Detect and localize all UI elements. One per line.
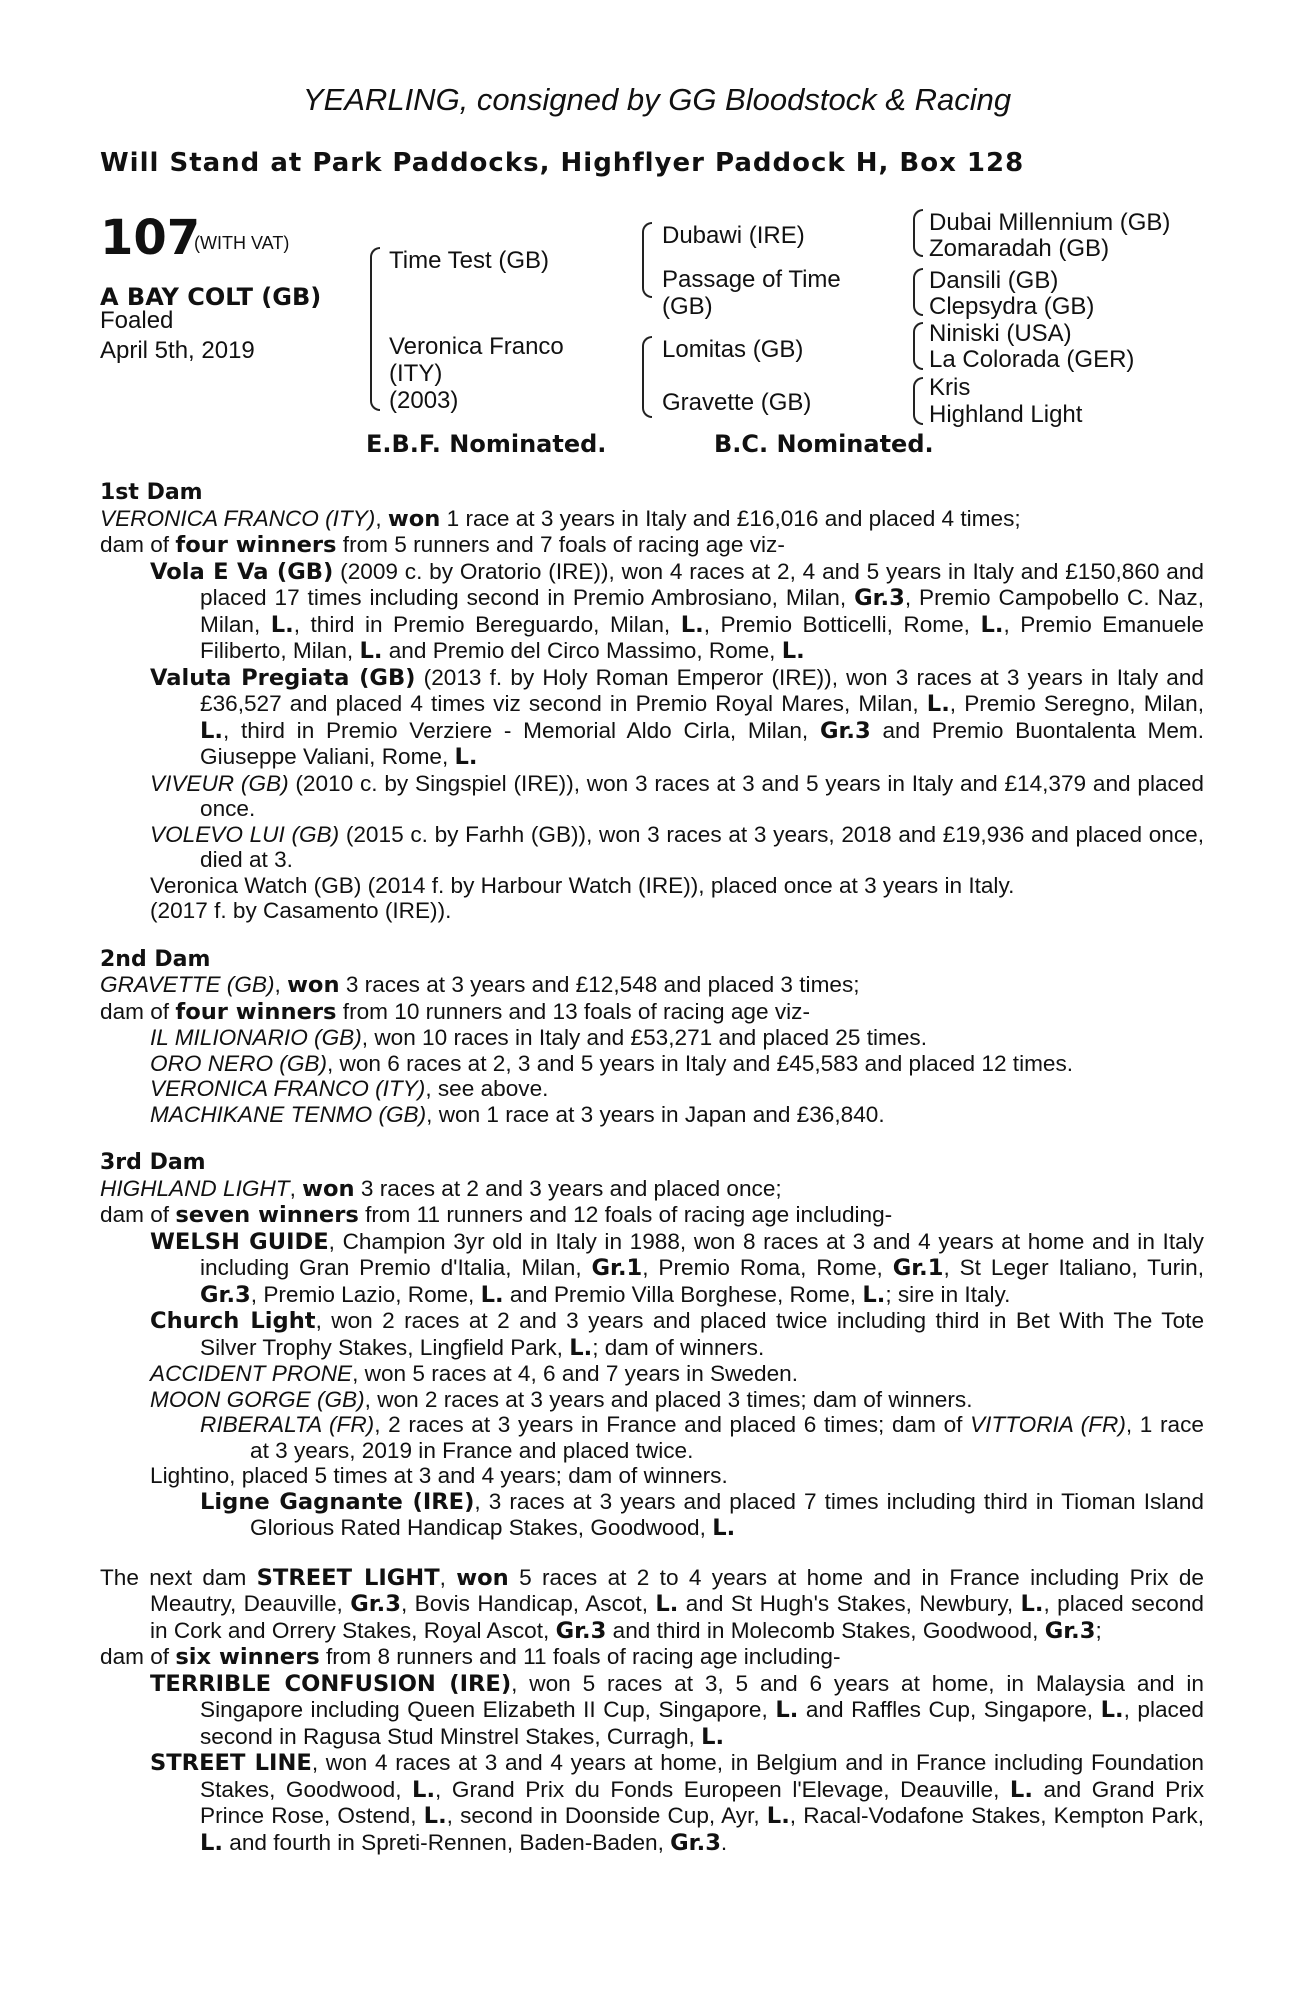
text-run: RIBERALTA (FR) [200, 1412, 375, 1437]
text-run: Church Light [150, 1308, 316, 1334]
pedigree-dam-line2: (ITY) [389, 360, 443, 387]
text-run: , [274, 972, 288, 997]
pedigree-paragraph [100, 1565, 1204, 1645]
section-heading: 3rd Dam [100, 1150, 206, 1175]
text-run: STREET LINE [150, 1750, 312, 1776]
text-run: , [289, 1175, 303, 1201]
text-run: , [439, 1564, 457, 1590]
text-run: ; [1095, 1617, 1102, 1643]
pedigree-paragraph [100, 1489, 1204, 1542]
pedigree-ssd: Zomaradah (GB) [929, 235, 1110, 262]
pedigree-notes [100, 480, 1204, 1856]
text-run: , 1 race at 3 years, 2019 in France and placed twice. [250, 1412, 1204, 1463]
text-run: , third in Premio Verziere - Memorial Aldo Cirla, Milan, [222, 717, 820, 743]
text-run: Vola E Va (GB) [150, 558, 334, 585]
bc-nomination: B.C. Nominated. [714, 430, 934, 458]
text-run: ; dam of winners. [592, 1334, 765, 1360]
text-run: and fourth in Spreti-Rennen, Baden-Baden, [222, 1829, 671, 1855]
text-run: , Grand Prix du Fonds Europeen l'Elevage, Deauville, [435, 1776, 1010, 1802]
text-run: L. [781, 638, 805, 664]
text-run: from 5 runners and 7 foals of racing age viz- [336, 532, 785, 557]
text-run: , Premio Seregno, Milan, [949, 691, 1204, 716]
text-run: L. [1020, 1591, 1044, 1617]
text-run: Gr.3 [854, 585, 905, 611]
text-run: VOLEVO LUI (GB) [150, 821, 340, 847]
text-run: Gr.3 [555, 1617, 607, 1644]
text-run: , won 5 races at 3, 5 and 6 years at home, in Malaysia and in Singapore including Queen Elizabeth II Cup, Singapore, [200, 1670, 1204, 1722]
pedigree-dss: Niniski (USA) [929, 320, 1072, 347]
text-run: STREET LIGHT [256, 1564, 440, 1591]
text-run: Gr.3 [200, 1281, 251, 1308]
pedigree-paragraph [100, 1361, 1204, 1387]
pedigree-dds: Kris [929, 374, 971, 401]
section-heading: 2nd Dam [100, 946, 211, 972]
text-run: , won 6 races at 2, 3 and 5 years in Italy and £45,583 and placed 12 times. [327, 1050, 1074, 1076]
text-run: HIGHLAND LIGHT [100, 1175, 290, 1201]
text-run: L. [1100, 1697, 1124, 1723]
text-run: L. [701, 1723, 725, 1750]
text-run: and Grand Prix Prince Rose, Ostend, [200, 1776, 1205, 1828]
pedigree-dam-line3: (2003) [389, 387, 459, 414]
text-run: , 2 races at 3 years in France and placed 6 times; dam of [374, 1412, 971, 1437]
pedigree-sire-dam [662, 266, 841, 320]
dam-section [100, 480, 1204, 924]
text-run: L. [655, 1591, 679, 1617]
text-run: (2009 c. by Oratorio (IRE)), won 4 races at 2, 4 and 5 years in Italy and £150,860 and placed 17 times including second in Premio Ambrosiano, Milan, [200, 558, 1204, 610]
brace-g1 [913, 209, 923, 257]
pedigree-sire: Time Test (GB) [389, 247, 550, 274]
text-run: , won 2 races at 2 and 3 years and placed twice including third in Bet With The Tote Silver Trophy Stakes, Lingfield Park, [200, 1308, 1205, 1360]
pedigree-paragraph [100, 559, 1204, 665]
pedigree-paragraph [100, 506, 1204, 533]
text-run: dam of [100, 1644, 176, 1669]
pedigree-paragraph [100, 972, 1204, 999]
text-run: WELSH GUIDE [150, 1228, 329, 1255]
text-run: won [456, 1564, 509, 1591]
text-run: (2017 f. by Casamento (IRE)). [150, 898, 452, 923]
text-run: L. [454, 744, 478, 770]
pedigree-dam [389, 333, 564, 414]
pedigree-paragraph [100, 532, 1204, 559]
pedigree-paragraph [100, 822, 1204, 873]
stand-location: Will Stand at Park Paddocks, Highflyer Paddock H, Box 128 [100, 148, 1025, 178]
text-run: VERONICA FRANCO (ITY) [150, 1076, 426, 1101]
text-run: GRAVETTE (GB) [100, 972, 275, 997]
text-run: The next dam [100, 1564, 257, 1590]
text-run: Gr.3 [670, 1829, 721, 1856]
pedigree-paragraph [100, 1176, 1204, 1203]
text-run: L. [200, 717, 223, 744]
text-run: L. [1009, 1776, 1033, 1803]
pedigree-sdd: Clepsydra (GB) [929, 293, 1095, 320]
brace-sire-dam [370, 247, 380, 411]
text-run: TERRIBLE CONFUSION (IRE) [150, 1670, 512, 1697]
text-run: , second in Doonside Cup, Ayr, [446, 1803, 767, 1828]
pedigree-paragraph [100, 1387, 1204, 1413]
pedigree-paragraph [100, 1051, 1204, 1077]
text-run: , Bovis Handicap, Ascot, [401, 1591, 656, 1616]
pedigree-paragraph [100, 665, 1204, 771]
text-run: , St Leger Italiano, Turin, [943, 1255, 1204, 1280]
text-run: Gr.3 [350, 1591, 401, 1617]
text-run: , Premio Emanuele Filiberto, Milan, [200, 611, 1205, 663]
pedigree-paragraph [100, 999, 1204, 1026]
text-run: , won 2 races at 3 years and placed 3 times; dam of winners. [364, 1386, 973, 1412]
text-run: Ligne Gagnante (IRE) [200, 1488, 475, 1515]
text-run: . [720, 1829, 728, 1855]
pedigree-paragraph [100, 1025, 1204, 1051]
text-run: four winners [175, 998, 337, 1025]
text-run: (2015 c. by Farhh (GB)), won 3 races at 3 years, 2018 and £19,936 and placed once, died at 3. [200, 821, 1204, 872]
brace-g4 [913, 377, 923, 425]
foaled-info [100, 306, 255, 366]
text-run: , placed second in Cork and Orrery Stakes, Royal Ascot, [150, 1591, 1204, 1643]
text-run: (2013 f. by Holy Roman Emperor (IRE)), won 3 races at 3 years in Italy and £36,527 and placed 4 times viz second in Premio Royal Mares, Milan, [200, 664, 1204, 716]
pedigree-paragraph [100, 1229, 1204, 1309]
text-run: L. [980, 611, 1004, 638]
foaled-date: April 5th, 2019 [100, 337, 255, 364]
text-run: , won 4 races at 3 and 4 years at home, in Belgium and in France including Foundation Stakes, Goodwood, [200, 1750, 1204, 1802]
text-run: , placed second in Ragusa Stud Minstrel Stakes, Curragh, [200, 1697, 1204, 1749]
text-run: Gr.1 [591, 1255, 643, 1281]
text-run: dam of [100, 532, 176, 557]
pedigree-dam-sire: Lomitas (GB) [662, 336, 804, 363]
pedigree-sire-dam-line1: Passage of Time [662, 266, 841, 293]
text-run: Valuta Pregiata (GB) [150, 664, 416, 691]
text-run: MOON GORGE (GB) [150, 1386, 365, 1412]
pedigree-paragraph [100, 1202, 1204, 1229]
brace-g2 [913, 268, 923, 316]
text-run: 1 race at 3 years in Italy and £16,016 and placed 4 times; [440, 505, 1021, 531]
text-run: , third in Premio Bereguardo, Milan, [293, 611, 681, 637]
text-run: Veronica Watch (GB) (2014 f. by Harbour Watch (IRE)), placed once at 3 years in Italy. [150, 872, 1015, 898]
pedigree-paragraph [100, 1412, 1204, 1463]
text-run: four winners [175, 532, 337, 558]
text-run: Gr.3 [1044, 1617, 1096, 1644]
text-run: L. [412, 1776, 436, 1803]
pedigree-sire-sire: Dubawi (IRE) [662, 222, 805, 249]
pedigree-paragraph [100, 873, 1204, 899]
text-run: , Premio Roma, Rome, [642, 1255, 893, 1280]
text-run: VITTORIA (FR) [970, 1412, 1126, 1437]
pedigree-dam-line1: Veronica Franco [389, 333, 564, 360]
text-run: VERONICA FRANCO (ITY) [100, 505, 376, 531]
text-run: Lightino, placed 5 times at 3 and 4 years; dam of winners. [150, 1463, 728, 1488]
text-run: 3 races at 3 years and £12,548 and placed 3 times; [339, 972, 860, 997]
pedigree-paragraph [100, 771, 1204, 822]
text-run: L. [926, 691, 950, 717]
text-run: L. [712, 1515, 736, 1541]
text-run: (2010 c. by Singspiel (IRE)), won 3 races at 3 and 5 years in Italy and £14,379 and placed once. [200, 770, 1204, 821]
text-run: , Premio Lazio, Rome, [250, 1281, 481, 1307]
text-run: from 11 runners and 12 foals of racing age including- [358, 1202, 893, 1227]
text-run: Gr.3 [819, 717, 871, 744]
text-run: , Racal-Vodafone Stakes, Kempton Park, [789, 1803, 1204, 1828]
text-run: , won 1 race at 3 years in Japan and £36,840. [426, 1101, 885, 1127]
text-run: L. [569, 1334, 593, 1361]
text-run: won [287, 972, 340, 998]
text-run: MACHIKANE TENMO (GB) [150, 1101, 427, 1127]
catalogue-title: YEARLING, consigned by GG Bloodstock & Racing [302, 82, 1012, 117]
pedigree-paragraph [100, 1102, 1204, 1128]
horse-description: A BAY COLT (GB) [100, 283, 322, 311]
brace-dam-line [642, 336, 652, 418]
text-run: L. [775, 1697, 799, 1723]
text-run: won [387, 505, 441, 532]
text-run: , [375, 505, 388, 531]
pedigree-paragraph [100, 898, 1204, 924]
text-run: , 3 races at 3 years and placed 7 times including third in Tioman Island Glorious Rated Handicap Stakes, Goodwood, [250, 1488, 1204, 1540]
pedigree-paragraph [100, 1308, 1204, 1361]
text-run: and St Hugh's Stakes, Newbury, [678, 1591, 1021, 1616]
text-run: from 10 runners and 13 foals of racing age viz- [336, 998, 810, 1024]
text-run: , see above. [425, 1076, 549, 1101]
pedigree-paragraph [100, 1463, 1204, 1489]
text-run: and Premio del Circo Massimo, Rome, [382, 638, 782, 663]
text-run: L. [270, 611, 294, 638]
text-run: Gr.1 [892, 1255, 944, 1281]
text-run: VIVEUR (GB) [150, 770, 289, 796]
text-run: , Champion 3yr old in Italy in 1988, won 8 races at 3 and 4 years at home and in Italy including Gran Premio d'Italia, Milan, [200, 1228, 1204, 1280]
text-run: and third in Molecomb Stakes, Goodwood, [606, 1617, 1045, 1643]
pedigree-sss: Dubai Millennium (GB) [929, 209, 1171, 236]
pedigree-paragraph [100, 1671, 1204, 1751]
text-run: 5 races at 2 to 4 years at home and in France including Prix de Meautry, Deauville, [150, 1564, 1204, 1616]
pedigree-sds: Dansili (GB) [929, 267, 1059, 294]
pedigree-dsd: La Colorada (GER) [929, 346, 1135, 373]
text-run: and Premio Villa Borghese, Rome, [503, 1281, 863, 1307]
text-run: ACCIDENT PRONE [150, 1361, 353, 1386]
pedigree-ddd: Highland Light [929, 401, 1083, 428]
text-run: L. [766, 1803, 790, 1829]
pedigree-paragraph [100, 1644, 1204, 1671]
foaled-label: Foaled [100, 307, 174, 334]
vat-note: (WITH VAT) [194, 233, 290, 253]
text-run: L. [480, 1281, 504, 1308]
dam-section [100, 947, 1204, 1128]
text-run: , won 5 races at 4, 6 and 7 years in Sweden. [352, 1361, 798, 1386]
text-run: L. [680, 611, 704, 638]
text-run: L. [200, 1829, 223, 1856]
text-run: , Premio Botticelli, Rome, [703, 611, 981, 637]
dam-section [100, 1565, 1204, 1857]
dam-section [100, 1150, 1204, 1542]
text-run: L. [423, 1803, 447, 1829]
text-run: , Premio Campobello C. Naz, Milan, [200, 585, 1205, 637]
text-run: six winners [175, 1644, 320, 1670]
pedigree-dam-dam: Gravette (GB) [662, 389, 812, 416]
text-run: L. [359, 638, 383, 664]
text-run: and Premio Buontalenta Mem. Giuseppe Valiani, Rome, [200, 717, 1204, 769]
text-run: dam of [100, 998, 176, 1024]
brace-g3 [913, 322, 923, 370]
text-run: , won 10 races in Italy and £53,271 and placed 25 times. [361, 1025, 927, 1050]
text-run: IL MILIONARIO (GB) [150, 1025, 362, 1050]
ebf-nomination: E.B.F. Nominated. [366, 430, 607, 458]
text-run: L. [862, 1281, 886, 1308]
pedigree-paragraph [100, 1076, 1204, 1102]
brace-sire-line [642, 222, 652, 298]
text-run: and Raffles Cup, Singapore, [798, 1697, 1101, 1722]
text-run: 3 races at 2 and 3 years and placed once; [354, 1175, 782, 1201]
pedigree-sire-dam-line2: (GB) [662, 293, 713, 320]
section-heading: 1st Dam [100, 480, 203, 505]
text-run: dam of [100, 1202, 176, 1227]
text-run: won [302, 1175, 355, 1202]
lot-number: 107 [100, 210, 201, 266]
pedigree-paragraph [100, 1750, 1204, 1856]
text-run: ORO NERO (GB) [150, 1050, 327, 1076]
text-run: from 8 runners and 11 foals of racing age including- [319, 1644, 841, 1669]
text-run: ; sire in Italy. [885, 1281, 1011, 1307]
text-run: seven winners [175, 1202, 359, 1228]
